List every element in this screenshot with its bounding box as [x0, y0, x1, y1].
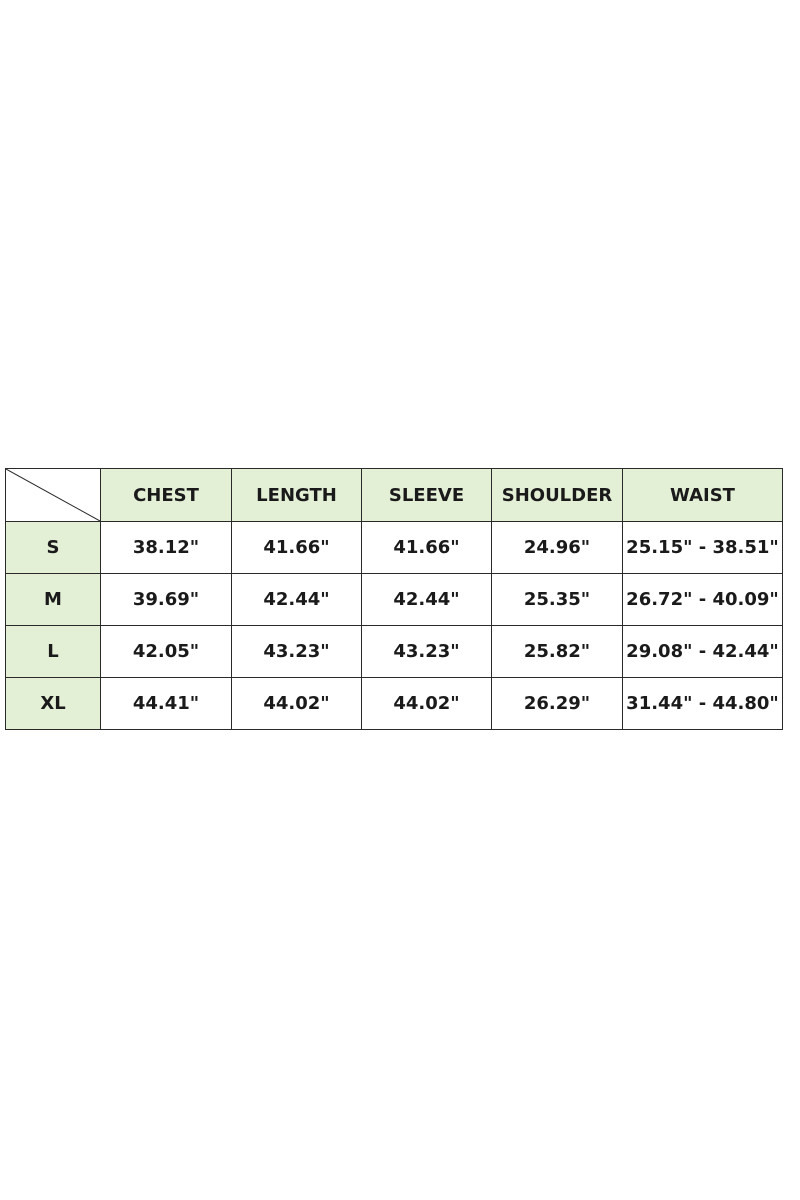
table-row [6, 678, 783, 730]
shoulder-cell: 24.96" [492, 522, 623, 574]
column-header-shoulder: SHOULDER [492, 469, 623, 522]
column-header-waist: WAIST [623, 469, 783, 522]
sleeve-cell: 43.23" [362, 626, 492, 678]
waist-cell: 26.72" - 40.09" [623, 574, 783, 626]
column-header-length: LENGTH [232, 469, 362, 522]
shoulder-cell: 25.35" [492, 574, 623, 626]
chest-cell: 38.12" [101, 522, 232, 574]
sleeve-cell: 41.66" [362, 522, 492, 574]
length-cell: 43.23" [232, 626, 362, 678]
row-header-size: S [6, 522, 101, 574]
column-header-chest: CHEST [101, 469, 232, 522]
sleeve-cell: 44.02" [362, 678, 492, 730]
shoulder-cell: 26.29" [492, 678, 623, 730]
length-cell: 44.02" [232, 678, 362, 730]
row-header-size: M [6, 574, 101, 626]
diagonal-divider [6, 469, 100, 521]
header-row [6, 469, 783, 522]
row-header-size: L [6, 626, 101, 678]
shoulder-cell: 25.82" [492, 626, 623, 678]
row-header-size: XL [6, 678, 101, 730]
length-cell: 41.66" [232, 522, 362, 574]
waist-cell: 29.08" - 42.44" [623, 626, 783, 678]
chest-cell: 42.05" [101, 626, 232, 678]
size-chart-table [5, 468, 783, 730]
column-header-sleeve: SLEEVE [362, 469, 492, 522]
length-cell: 42.44" [232, 574, 362, 626]
table-row [6, 574, 783, 626]
chest-cell: 44.41" [101, 678, 232, 730]
table-row [6, 626, 783, 678]
table-row [6, 522, 783, 574]
waist-cell: 25.15" - 38.51" [623, 522, 783, 574]
chest-cell: 39.69" [101, 574, 232, 626]
sleeve-cell: 42.44" [362, 574, 492, 626]
corner-cell [6, 469, 101, 522]
waist-cell: 31.44" - 44.80" [623, 678, 783, 730]
